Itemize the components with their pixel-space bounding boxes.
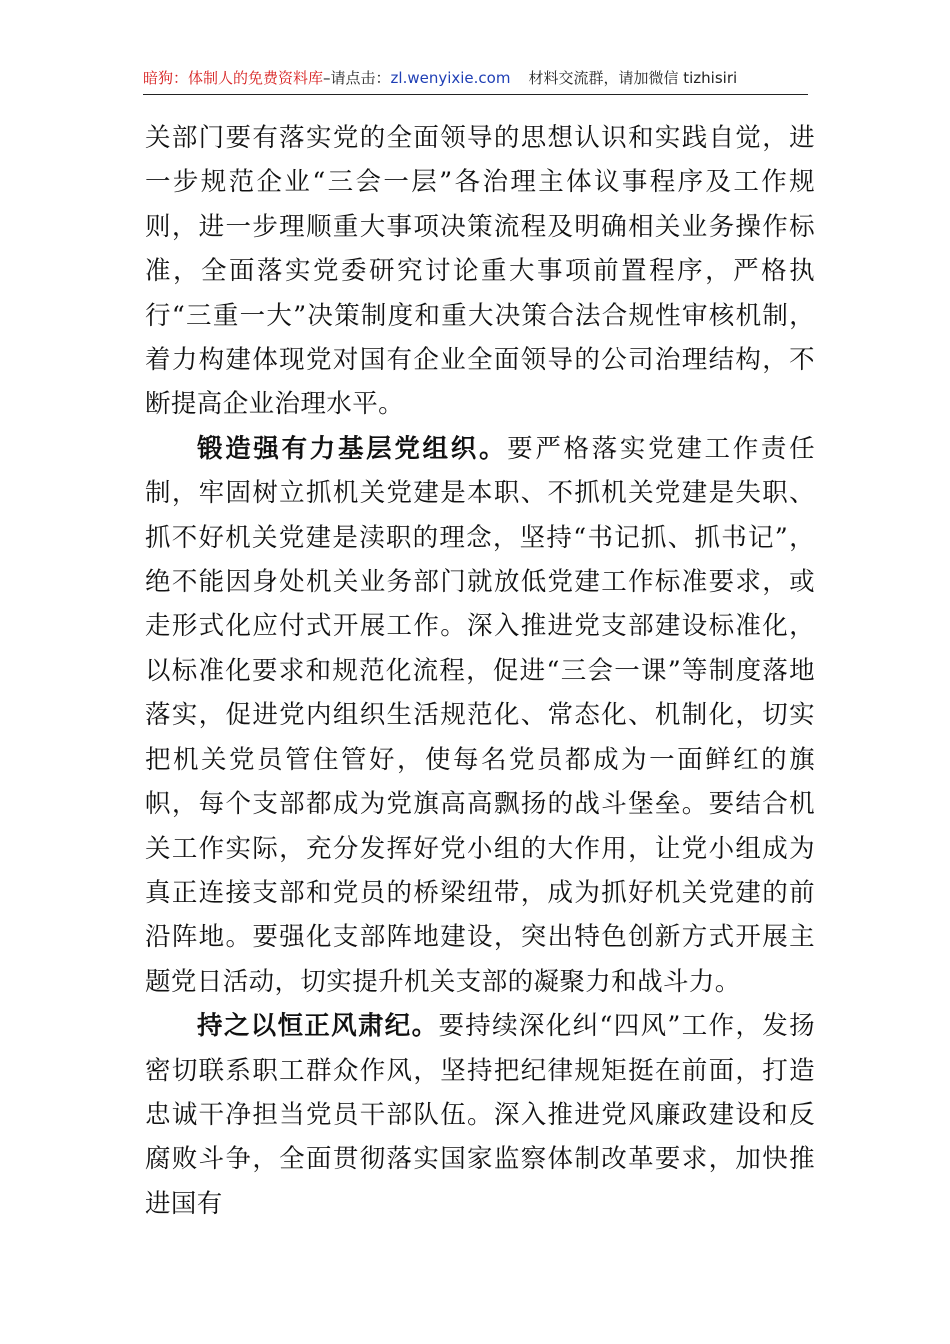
- header-click-prompt: –请点击：: [323, 69, 391, 87]
- paragraph-text: 要严格落实党建工作责任制，牢固树立抓机关党建是本职、不抓机关党建是失职、抓不好机关党建是渎职的理念，坚持“书记抓、抓书记”，绝不能因身处机关业务部门就放低党建工作标准要求，或走形式化应付式开展工作。深入推进党支部建设标准化，以标准化要求和规范化流程，促进“三会一课”等制度落地落实，促进党内组织生活规范化、常态化、机制化，切实把机关党员管住管好，使每名党员都成为一面鲜红的旗帜，每个支部都成为党旗高高飘扬的战斗堡垒。要结合机关工作实际，充分发挥好党小组的大作用，让党小组成为真正连接支部和党员的桥梁纽带，成为抓好机关党建的前沿阵地。要强化支部阵地建设，突出特色创新方式开展主题党日活动，切实提升机关支部的凝聚力和战斗力。: [145, 433, 816, 997]
- header-site-name: 暗狗：体制人的免费资料库: [143, 69, 324, 87]
- paragraph-party-organization: [145, 427, 815, 1004]
- paragraph-heading: 持之以恒正风肃纪。: [197, 1011, 439, 1042]
- header-group-note: 材料交流群，请加微信 tizhisiri: [528, 69, 738, 87]
- paragraph-text: 关部门要有落实党的全面领导的思想认识和实践自觉，进一步规范企业“三会一层”各治理主体议事程序及工作规则，进一步理顺重大事项决策流程及明确相关业务操作标准，全面落实党委研究讨论重大事项前置程序，严格执行“三重一大”决策制度和重大决策合法合规性审核机制，着力构建体现党对国有企业全面领导的公司治理结构，不断提高企业治理水平。: [145, 123, 815, 420]
- paragraph-heading: 锻造强有力基层党组织。: [197, 433, 508, 464]
- paragraph-text: 要持续深化纠“四风”工作，发扬密切联系职工群众作风，坚持把纪律规矩挺在前面，打造忠诚干净担当党员干部队伍。深入推进党风廉政建设和反腐败斗争，全面贯彻落实国家监察体制改革要求，加快推进国有: [145, 1011, 815, 1219]
- paragraph-discipline: [145, 1004, 815, 1226]
- header-url-link[interactable]: zl.wenyixie.com: [390, 69, 511, 87]
- paragraph-continuation: [145, 116, 815, 427]
- document-body: [145, 116, 815, 1226]
- page-header: [143, 64, 808, 95]
